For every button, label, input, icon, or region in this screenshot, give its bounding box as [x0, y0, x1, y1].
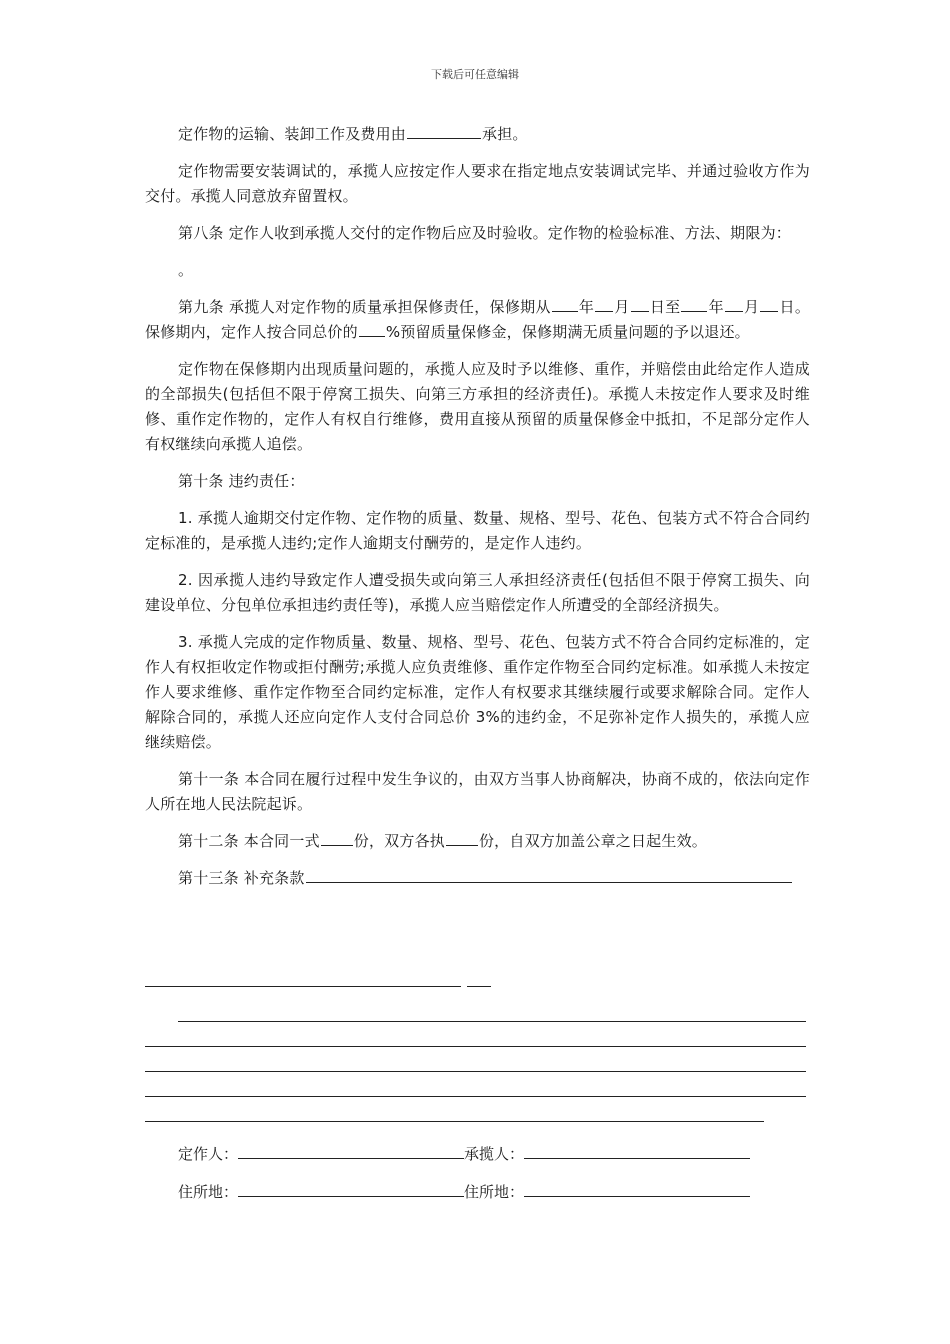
signature-row-parties: [178, 1142, 750, 1164]
blank-field[interactable]: [446, 829, 478, 846]
blank-field[interactable]: [595, 295, 613, 312]
paragraph-transport: 定作物的运输、装卸工作及费用由 承担。: [145, 122, 810, 147]
contractor-signature-field[interactable]: [524, 1142, 750, 1159]
paragraph-article-9: 第九条 承揽人对定作物的质量承担保修责任，保修期从 年 月 日至 年 月 日。保修期内，定作人按合同总价的 %预留质量保修金，保修期满无质量问题的予以退还。: [145, 295, 810, 345]
blank-field[interactable]: [306, 866, 792, 883]
supplement-line[interactable]: [467, 986, 491, 987]
supplement-line[interactable]: [178, 1021, 806, 1022]
label-client: 定作人：: [178, 1145, 239, 1163]
paragraph-article-10: 第十条 违约责任：: [178, 472, 305, 490]
supplement-line[interactable]: [145, 1046, 806, 1047]
blank-field[interactable]: [681, 295, 707, 312]
label-contractor-address: 住所地：: [464, 1183, 525, 1201]
page-header: 下载后可任意编辑: [431, 68, 519, 81]
label-client-address: 住所地：: [178, 1183, 239, 1201]
supplement-line[interactable]: [145, 1096, 806, 1097]
signature-row-address: [178, 1180, 750, 1202]
supplement-line[interactable]: [145, 1121, 764, 1122]
paragraph-clause-3: 3. 承揽人完成的定作物质量、数量、规格、型号、花色、包装方式不符合合同约定标准的，定作人有权拒收定作物或拒付酬劳;承揽人应负责维修、重作定作物至合同约定标准。如承揽人未按定作人要求维修、重作定作物至合同约定标准，定作人有权要求其继续履行或要求解除合同。定作人解除合同的，承揽人还应向定作人支付合同总价 3%的违约金，不足弥补定作人损失的，承揽人应继续赔偿。: [145, 633, 810, 751]
paragraph-article-13: 第十三条 补充条款: [145, 866, 810, 891]
paragraph-article-12: 第十二条 本合同一式 份，双方各执 份，自双方加盖公章之日起生效。: [145, 829, 810, 854]
paragraph-clause-1: 1. 承揽人逾期交付定作物、定作物的质量、数量、规格、型号、花色、包装方式不符合合同约定标准的，是承揽人违约;定作人逾期支付酬劳的，是定作人违约。: [145, 509, 810, 552]
paragraph-period: 。: [178, 261, 194, 279]
supplement-line[interactable]: [145, 986, 461, 987]
label-contractor: 承揽人：: [464, 1145, 525, 1163]
contract-body: [145, 122, 810, 891]
paragraph-article-8: 第八条 定作人收到承揽人交付的定作物后应及时验收。定作物的检验标准、方法、期限为：: [178, 224, 791, 242]
blank-field[interactable]: [321, 829, 353, 846]
blank-field[interactable]: [359, 320, 385, 337]
paragraph-article-11: 第十一条 本合同在履行过程中发生争议的，由双方当事人协商解决，协商不成的，依法向定作人所在地人民法院起诉。: [145, 770, 810, 813]
paragraph-installation: 定作物需要安装调试的，承揽人应按定作人要求在指定地点安装调试完毕、并通过验收方作为交付。承揽人同意放弃留置权。: [145, 162, 810, 205]
contractor-address-field[interactable]: [524, 1180, 750, 1197]
blank-field[interactable]: [407, 122, 481, 139]
paragraph-clause-2: 2. 因承揽人违约导致定作人遭受损失或向第三人承担经济责任(包括但不限于停窝工损失、向建设单位、分包单位承担违约责任等)，承揽人应当赔偿定作人所遭受的全部经济损失。: [145, 571, 810, 614]
supplement-line[interactable]: [145, 1071, 806, 1072]
client-address-field[interactable]: [238, 1180, 464, 1197]
client-signature-field[interactable]: [238, 1142, 464, 1159]
blank-field[interactable]: [760, 295, 778, 312]
blank-field[interactable]: [552, 295, 578, 312]
blank-field[interactable]: [725, 295, 743, 312]
blank-field[interactable]: [631, 295, 649, 312]
paragraph-warranty: 定作物在保修期内出现质量问题的，承揽人应及时予以维修、重作，并赔偿由此给定作人造成的全部损失(包括但不限于停窝工损失、向第三方承担的经济责任)。承揽人未按定作人要求及时维修、重作定作物的，定作人有权自行维修，费用直接从预留的质量保修金中抵扣，不足部分定作人有权继续向承揽人追偿。: [145, 360, 810, 453]
